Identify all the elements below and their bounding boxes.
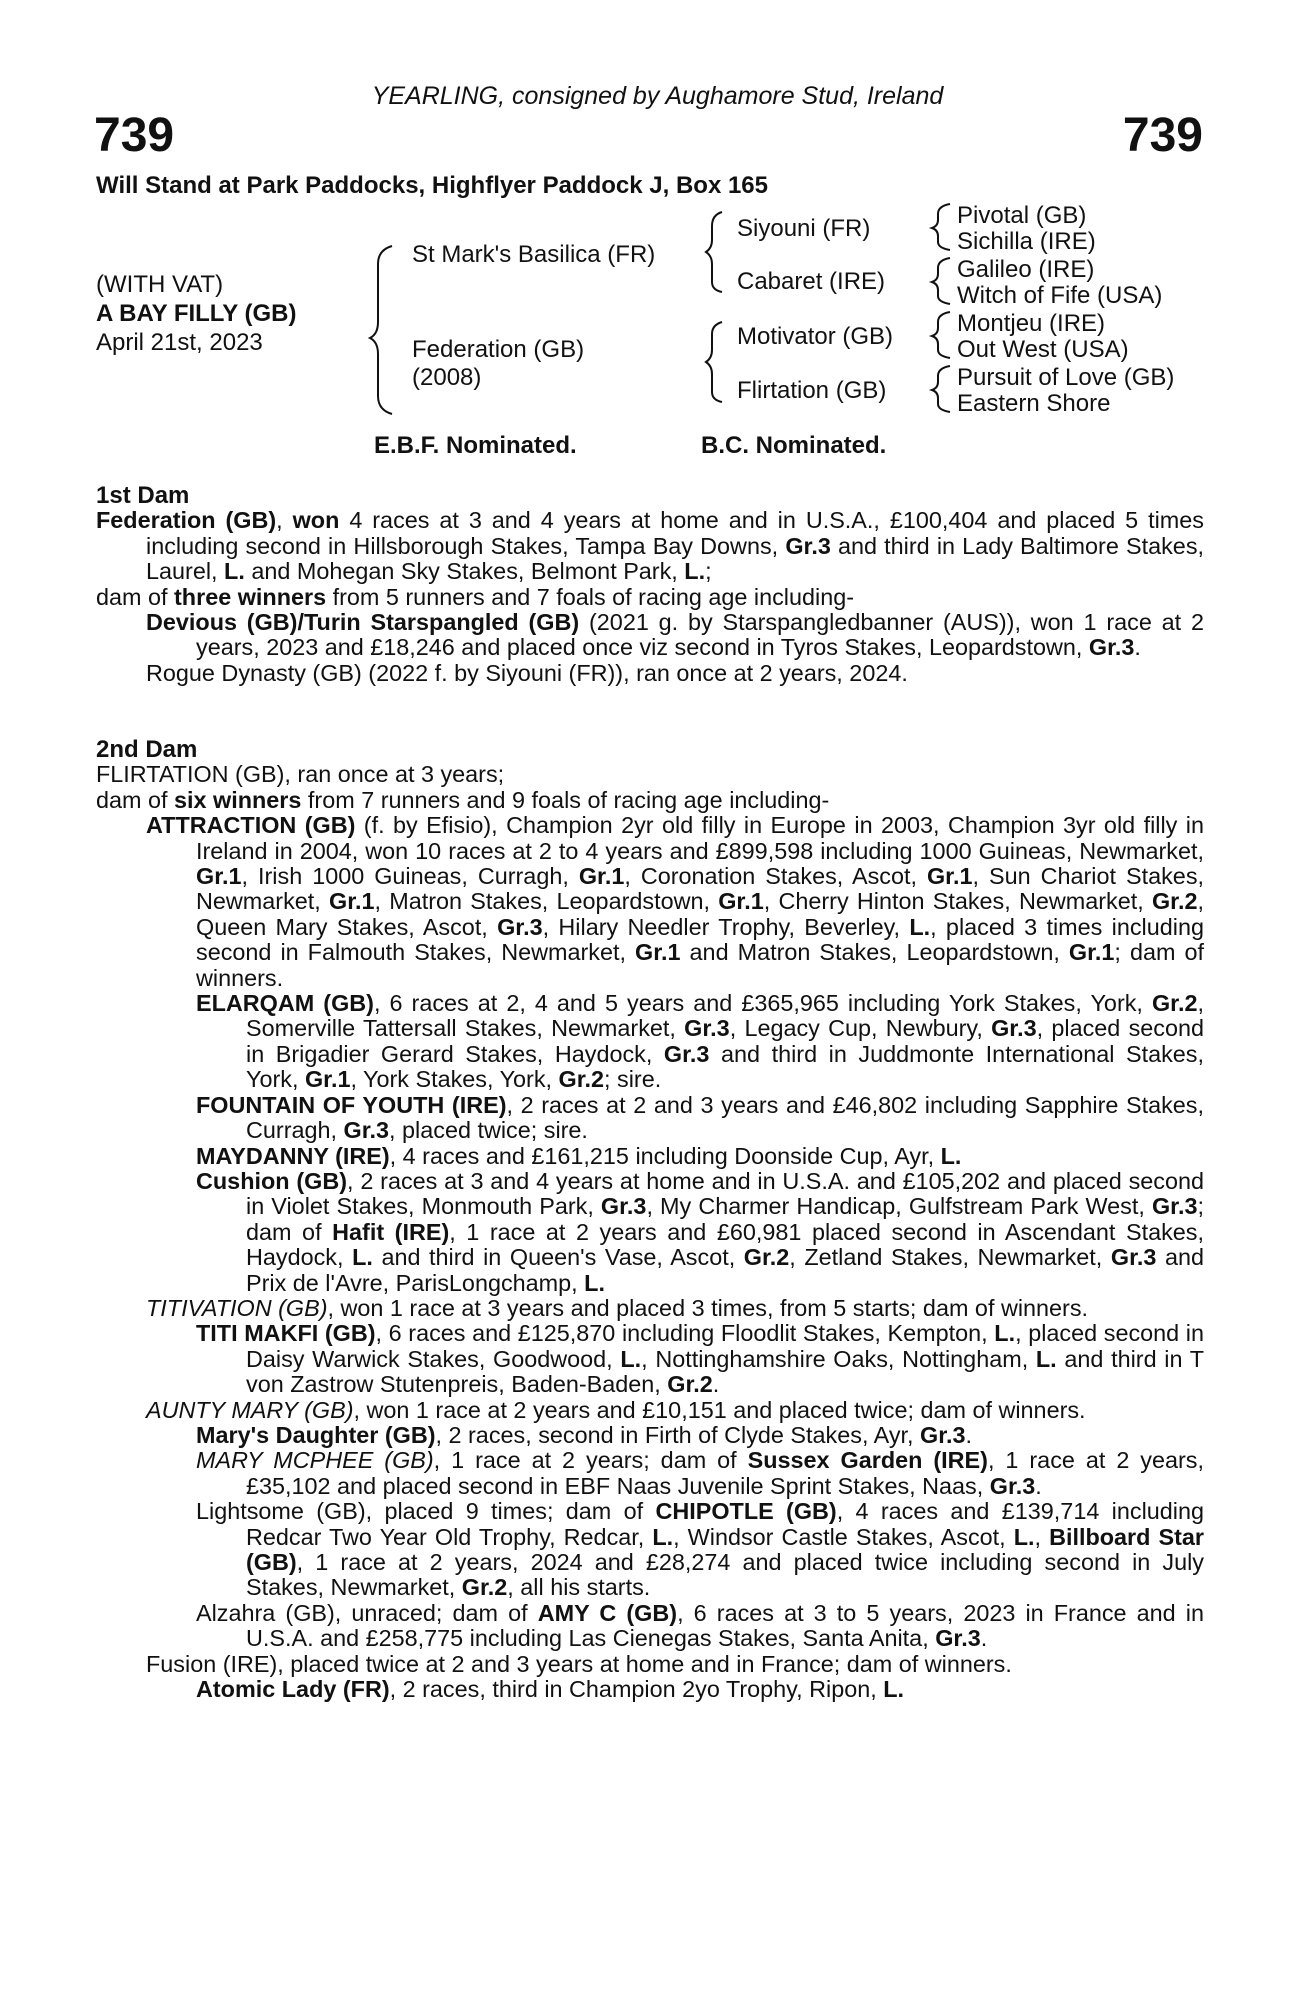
entry-paragraph: dam of six winners from 7 runners and 9 foals of racing age including- <box>96 786 830 813</box>
dam-name: Federation (GB) <box>412 336 585 363</box>
brace-dam <box>706 322 722 402</box>
bold-text: Gr.3 <box>785 532 831 559</box>
entry-paragraph: Cushion (GB), 2 races at 3 and 4 years at home and in U.S.A. and £105,202 and placed second in Violet Stakes, Monmouth Park, Gr.3, My Charmer Handicap, Gulfstream Park West, Gr.3; dam of Hafit (IRE), 1 race at 2 years and £60,981 placed second in Ascendant Stakes, Haydock, L. and third in Queen's Vase, Ascot, Gr.2, Zetland Stakes, Newmarket, Gr.3 and Prix de l'Avre, ParisLongchamp, L. <box>196 1167 1205 1296</box>
bold-text: Gr.2 <box>667 1371 713 1398</box>
bold-text: Federation (GB) <box>96 507 277 534</box>
bold-text: MAYDANNY (IRE) <box>196 1142 390 1169</box>
bold-text: L. <box>684 558 706 585</box>
bold-text: Gr.3 <box>991 1015 1037 1042</box>
bold-text: Gr.1 <box>718 888 764 915</box>
entry-paragraph: Rogue Dynasty (GB) (2022 f. by Siyouni (FR)), ran once at 2 years, 2024. <box>146 659 908 686</box>
entry-paragraph: Atomic Lady (FR), 2 races, third in Champion 2yo Trophy, Ripon, L. <box>196 1676 905 1703</box>
bold-text: Gr.1 <box>1068 939 1115 966</box>
g3-name: Out West (USA) <box>957 336 1129 363</box>
brace-g3-4 <box>932 366 950 412</box>
sire-sire-name: Siyouni (FR) <box>737 215 871 242</box>
bold-text: Gr.1 <box>635 939 681 966</box>
entry-paragraph: AUNTY MARY (GB), won 1 race at 2 years and £10,151 and placed twice; dam of winners. <box>146 1396 1086 1423</box>
g3-name: Witch of Fife (USA) <box>957 282 1163 309</box>
bold-text: L. <box>883 1676 905 1703</box>
dam-year: (2008) <box>412 364 482 391</box>
lot-name: A BAY FILLY (GB) <box>96 300 297 327</box>
entry-paragraph: Fusion (IRE), placed twice at 2 and 3 years at home and in France; dam of winners. <box>146 1650 1012 1677</box>
bold-text: Gr.3 <box>684 1015 730 1042</box>
bold-text: Gr.3 <box>1110 1244 1157 1271</box>
vat-note: (WITH VAT) <box>96 271 224 298</box>
bold-text: L. <box>1013 1523 1035 1550</box>
brace-g3-3 <box>932 312 950 358</box>
bc-nomination: B.C. Nominated. <box>701 432 887 459</box>
bold-text: Gr.3 <box>663 1040 710 1067</box>
g3-name: Pursuit of Love (GB) <box>957 364 1175 391</box>
foaling-date: April 21st, 2023 <box>96 329 263 356</box>
bold-text: Gr.3 <box>935 1625 981 1652</box>
consignment-line: YEARLING, consigned by Aughamore Stud, Ireland <box>371 82 944 110</box>
g3-name: Sichilla (IRE) <box>957 228 1096 255</box>
entry-paragraph: dam of three winners from 5 runners and 7 foals of racing age including- <box>96 583 854 610</box>
lot-number-right: 739 <box>1122 109 1203 162</box>
bold-text: Gr.1 <box>926 863 973 890</box>
g3-name: Galileo (IRE) <box>957 256 1095 283</box>
bold-text: Gr.1 <box>196 863 242 890</box>
first-dam-section <box>96 483 1204 686</box>
bold-text: Mary's Daughter (GB) <box>196 1421 436 1448</box>
entry-paragraph: ELARQAM (GB), 6 races at 2, 4 and 5 years and £365,965 including York Stakes, York, Gr.2, Somerville Tattersall Stakes, Newmarket, Gr.3, Legacy Cup, Newbury, Gr.3, placed second in Brigadier Gerard Stakes, Haydock, Gr.3 and third in Juddmonte International Stakes, York, Gr.1, York Stakes, York, Gr.2; sire. <box>196 990 1204 1093</box>
bold-text: Gr.2 <box>461 1574 508 1601</box>
bold-text: L. <box>1035 1345 1057 1372</box>
sire-name: St Mark's Basilica (FR) <box>412 241 656 268</box>
second-dam-text <box>96 762 1204 1702</box>
bold-text: Devious (GB)/Turin Starspangled (GB) <box>146 609 580 636</box>
bold-text: Gr.3 <box>343 1117 390 1144</box>
bold-text: Gr.1 <box>578 863 625 890</box>
g3-name: Pivotal (GB) <box>957 202 1087 229</box>
bold-text: L. <box>940 1142 962 1169</box>
bold-text: Gr.2 <box>1151 990 1198 1017</box>
bold-text: Gr.3 <box>1151 1193 1198 1220</box>
bold-text: Gr.3 <box>920 1421 966 1448</box>
entry-paragraph: Devious (GB)/Turin Starspangled (GB) (2021 g. by Starspangledbanner (AUS)), won 1 race at 2 years, 2023 and £18,246 and placed once viz second in Tyros Stakes, Leopardstown, Gr.3. <box>146 609 1204 661</box>
stand-location: Will Stand at Park Paddocks, Highflyer Paddock J, Box 165 <box>96 172 768 199</box>
bold-text: ELARQAM (GB) <box>196 990 374 1017</box>
g3-name: Eastern Shore <box>957 390 1111 417</box>
entry-paragraph: Lightsome (GB), placed 9 times; dam of CHIPOTLE (GB), 4 races and £139,714 including Redcar Two Year Old Trophy, Redcar, L., Windsor Castle Stakes, Ascot, L., Billboard Star (GB), 1 race at 2 years, 2024 and £28,274 and placed twice including second in July Stakes, Newmarket, Gr.2, all his starts. <box>196 1498 1204 1601</box>
entry-paragraph: Alzahra (GB), unraced; dam of AMY C (GB), 6 races at 3 to 5 years, 2023 in France and in U.S.A. and £258,775 including Las Cienegas Stakes, Santa Anita, Gr.3. <box>196 1599 1204 1652</box>
bold-text: ATTRACTION (GB) <box>146 812 356 839</box>
bold-text: L. <box>352 1244 373 1271</box>
second-dam-heading: 2nd Dam <box>96 736 198 763</box>
bold-text: L. <box>224 558 245 585</box>
bold-text: L. <box>909 913 931 940</box>
entry-paragraph: ATTRACTION (GB) (f. by Efisio), Champion 2yr old filly in Europe in 2003, Champion 3yr old filly in Ireland in 2004, won 10 races at 2 to 4 years and £899,598 including 1000 Guineas, Newmarket, Gr.1, Irish 1000 Guineas, Curragh, Gr.1, Coronation Stakes, Ascot, Gr.1, Sun Chariot Stakes, Newmarket, Gr.1, Matron Stakes, Leopardstown, Gr.1, Cherry Hinton Stakes, Newmarket, Gr.2, Queen Mary Stakes, Ascot, Gr.3, Hilary Needler Trophy, Beverley, L., placed 3 times including second in Falmouth Stakes, Newmarket, Gr.1 and Matron Stakes, Leopardstown, Gr.1; dam of winners. <box>146 812 1205 991</box>
bold-text: Gr.2 <box>558 1066 605 1093</box>
lot-number-left: 739 <box>94 109 175 162</box>
bold-text: six winners <box>174 786 302 813</box>
bold-text: L. <box>620 1345 642 1372</box>
sire-dam-name: Cabaret (IRE) <box>737 268 886 295</box>
dam-dam-name: Flirtation (GB) <box>737 377 887 404</box>
bold-text: L. <box>652 1523 674 1550</box>
bold-text: CHIPOTLE (GB) <box>655 1498 837 1525</box>
ebf-nomination: E.B.F. Nominated. <box>374 432 577 459</box>
bold-text: Gr.3 <box>497 913 543 940</box>
bold-text: won <box>292 507 340 534</box>
bold-text: Hafit (IRE) <box>332 1218 450 1245</box>
brace-g3-2 <box>932 258 950 304</box>
brace-sire <box>706 212 722 292</box>
bold-text: Gr.2 <box>743 1244 790 1271</box>
brace-main <box>370 246 392 414</box>
italic-text: TITIVATION (GB) <box>146 1294 328 1321</box>
brace-g3-1 <box>932 204 950 250</box>
bold-text: Gr.1 <box>304 1066 351 1093</box>
bold-text: three winners <box>174 583 327 610</box>
bold-text: TITI MAKFI (GB) <box>196 1320 376 1347</box>
second-dam-section <box>96 737 1204 1702</box>
bold-text: Sussex Garden (IRE) <box>747 1447 988 1474</box>
bold-text: Atomic Lady (FR) <box>196 1676 390 1703</box>
bold-text: Gr.3 <box>989 1472 1036 1499</box>
g3-name: Montjeu (IRE) <box>957 310 1106 337</box>
bold-text: L. <box>994 1320 1016 1347</box>
first-dam-heading: 1st Dam <box>96 482 190 509</box>
entry-paragraph: MAYDANNY (IRE), 4 races and £161,215 including Doonside Cup, Ayr, L. <box>196 1142 962 1169</box>
entry-paragraph: FOUNTAIN OF YOUTH (IRE), 2 races at 2 and 3 years and £46,802 including Sapphire Stakes, Curragh, Gr.3, placed twice; sire. <box>196 1091 1205 1144</box>
bold-text: L. <box>584 1269 605 1296</box>
entry-paragraph: MARY MCPHEE (GB), 1 race at 2 years; dam of Sussex Garden (IRE), 1 race at 2 years, £35,102 and placed second in EBF Naas Juvenile Sprint Stakes, Naas, Gr.3. <box>196 1447 1204 1499</box>
bold-text: Gr.1 <box>329 888 375 915</box>
bold-text: Gr.3 <box>600 1193 647 1220</box>
first-dam-text <box>96 508 1204 686</box>
bold-text: Cushion (GB) <box>196 1167 348 1194</box>
entry-paragraph: Mary's Daughter (GB), 2 races, second in Firth of Clyde Stakes, Ayr, Gr.3. <box>196 1421 973 1448</box>
bold-text: FOUNTAIN OF YOUTH (IRE) <box>196 1091 507 1118</box>
italic-text: MARY MCPHEE (GB) <box>196 1447 434 1474</box>
bold-text: AMY C (GB) <box>537 1599 678 1626</box>
entry-paragraph: TITIVATION (GB), won 1 race at 3 years and placed 3 times, from 5 starts; dam of winners. <box>146 1294 1089 1321</box>
dam-sire-name: Motivator (GB) <box>737 323 894 350</box>
entry-paragraph: TITI MAKFI (GB), 6 races and £125,870 including Floodlit Stakes, Kempton, L., placed second in Daisy Warwick Stakes, Goodwood, L., Nottinghamshire Oaks, Nottingham, L. and third in T von Zastrow Stutenpreis, Baden-Baden, Gr.2. <box>196 1320 1205 1398</box>
entry-paragraph: Federation (GB), won 4 races at 3 and 4 years at home and in U.S.A., £100,404 and placed 5 times including second in Hillsborough Stakes, Tampa Bay Downs, Gr.3 and third in Lady Baltimore Stakes, Laurel, L. and Mohegan Sky Stakes, Belmont Park, L.; <box>96 507 1205 585</box>
bold-text: Billboard Star (GB) <box>246 1523 1204 1575</box>
entry-paragraph: FLIRTATION (GB), ran once at 3 years; <box>96 761 505 788</box>
italic-text: AUNTY MARY (GB) <box>146 1396 354 1423</box>
bold-text: Gr.2 <box>1151 888 1198 915</box>
bold-text: Gr.3 <box>1088 634 1135 661</box>
